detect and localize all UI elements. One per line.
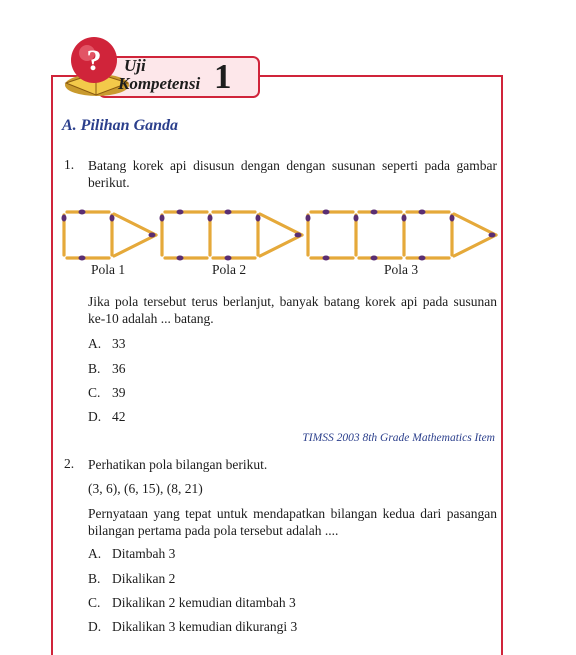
match-head <box>419 256 426 261</box>
option-letter: C. <box>88 595 101 610</box>
match-head <box>177 256 184 261</box>
option-letter: A. <box>88 546 102 561</box>
matchstick-figure <box>0 0 576 290</box>
question-1-text: Batang korek api disusun dengan dengan susunan seperti pada gambar berikut. <box>88 158 497 190</box>
matchstick <box>454 214 496 235</box>
matchstick <box>114 235 156 256</box>
match-head <box>371 210 378 215</box>
option-text: Dikalikan 2 <box>112 571 176 586</box>
matchstick <box>114 214 156 235</box>
question-2-number: 2. <box>64 456 75 471</box>
matchstick <box>260 214 302 235</box>
header-title-line2: Kompetensi <box>118 74 201 93</box>
matchstick <box>454 235 496 256</box>
match-head <box>323 256 330 261</box>
option-text: Dikalikan 2 kemudian ditambah 3 <box>112 595 296 610</box>
match-head <box>79 256 86 261</box>
q1-option-c[interactable] <box>88 385 126 401</box>
option-text: 42 <box>112 409 126 424</box>
pattern-label-3: Pola 3 <box>384 262 419 277</box>
option-text: Dikalikan 3 kemudian dikurangi 3 <box>112 619 298 634</box>
option-text: 33 <box>112 336 126 351</box>
pattern-label-2: Pola 2 <box>212 262 247 277</box>
option-letter: C. <box>88 385 101 400</box>
match-head <box>62 215 67 222</box>
q1-option-b[interactable] <box>88 361 126 377</box>
match-head <box>419 210 426 215</box>
q2-option-d[interactable] <box>88 619 297 635</box>
option-letter: D. <box>88 409 102 424</box>
match-head <box>306 215 311 222</box>
section-title: A. Pilihan Ganda <box>62 117 179 134</box>
match-head <box>160 215 165 222</box>
match-head <box>177 210 184 215</box>
option-text: Ditambah 3 <box>112 546 176 561</box>
match-head <box>295 233 302 238</box>
chapter-number: 1 <box>214 57 232 96</box>
match-head <box>371 256 378 261</box>
option-letter: D. <box>88 619 102 634</box>
option-letter: B. <box>88 361 101 376</box>
q2-option-a[interactable] <box>88 546 175 562</box>
match-head <box>402 215 407 222</box>
question-2-text: Perhatikan pola bilangan berikut. <box>88 457 268 472</box>
match-head <box>208 215 213 222</box>
option-text: 39 <box>112 385 126 400</box>
match-head <box>225 210 232 215</box>
svg-text:?: ? <box>86 44 102 77</box>
q1-option-d[interactable] <box>88 409 126 425</box>
pattern-label-1: Pola 1 <box>91 262 126 277</box>
q2-option-c[interactable] <box>88 595 296 611</box>
match-head <box>79 210 86 215</box>
question-2-prompt: Pernyataan yang tepat untuk mendapatkan bilangan kedua dari pasangan bilangan pertama pada pola tersebut adalah .... <box>88 506 497 538</box>
match-head <box>323 210 330 215</box>
option-text: 36 <box>112 361 126 376</box>
q2-option-b[interactable] <box>88 571 175 587</box>
q1-option-a[interactable] <box>88 336 126 352</box>
header-title-line1: Uji <box>124 56 146 75</box>
source-citation: TIMSS 2003 8th Grade Mathematics Item <box>302 432 495 444</box>
option-letter: B. <box>88 571 101 586</box>
match-head <box>225 256 232 261</box>
question-1-number: 1. <box>64 157 75 172</box>
option-letter: A. <box>88 336 102 351</box>
matchstick <box>260 235 302 256</box>
question-1-prompt: Jika pola tersebut terus berlanjut, banyak batang korek api pada susunan ke-10 adalah ... batang. <box>88 294 497 326</box>
match-head <box>149 233 156 238</box>
match-head <box>354 215 359 222</box>
question-2-sequence: (3, 6), (6, 15), (8, 21) <box>88 481 203 496</box>
match-head <box>489 233 496 238</box>
